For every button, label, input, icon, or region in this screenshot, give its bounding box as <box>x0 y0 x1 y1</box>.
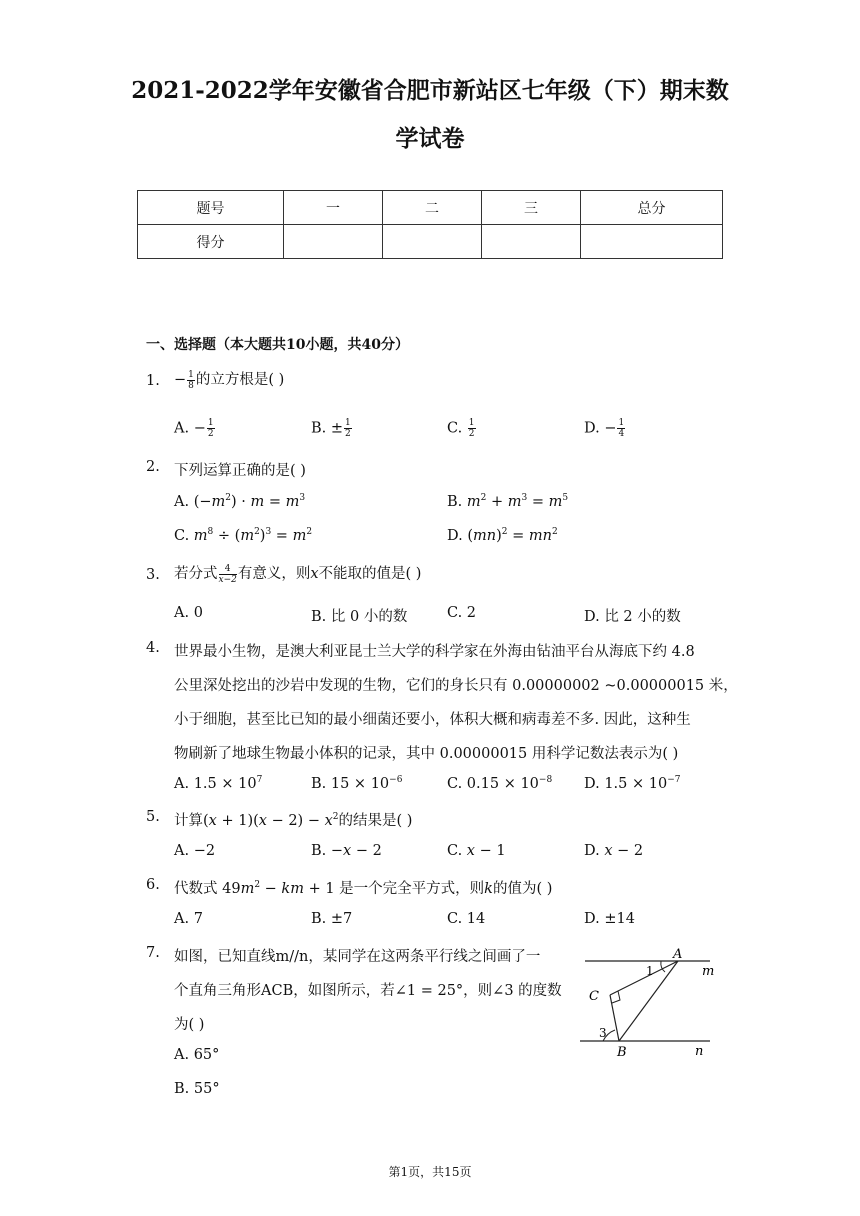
question-4-line: 公里深处挖出的沙岩中发现的生物，它们的身长只有 0.00000002 ~0.00000015 米， <box>174 678 738 694</box>
label-m: m <box>702 964 715 979</box>
segment-ac <box>610 961 678 995</box>
option-d: D. − $\frac{1}{4}$ <box>584 418 625 439</box>
score-cell <box>284 225 383 259</box>
score-cell <box>383 225 482 259</box>
score-cell: 题号 <box>138 191 284 225</box>
option-d: D. 比 2 小的数 <box>584 609 681 625</box>
question-number: 7. <box>146 945 160 961</box>
question-number: 3. <box>146 567 160 583</box>
label-a: A <box>673 947 683 962</box>
score-cell: 一 <box>284 191 383 225</box>
score-table <box>137 190 723 259</box>
question-number: 4. <box>146 640 160 656</box>
label-b: B <box>617 1045 627 1059</box>
question-4-line: 物刷新了地球生物最小体积的记录，其中 0.00000015 用科学记数法表示为( ) <box>174 746 679 762</box>
option-b: B. $15 \times 10^{-6}$ <box>311 775 403 792</box>
option-c: C. 2 <box>447 605 477 621</box>
score-cell: 三 <box>482 191 581 225</box>
option-b: B. $m^2 + m^3 = m^5$ <box>447 493 569 510</box>
option-c: C. $m^8 \div (m^2)^3 = m^2$ <box>174 527 313 544</box>
option-a: A. 65° <box>174 1047 220 1063</box>
option-d: D. x − 2 <box>584 843 644 859</box>
page-footer: 第1页，共15页 <box>388 1165 472 1179</box>
question-3-text: 若分式 $\frac{4}{x-2}$ 有意义，则x不能取的值是( ) <box>174 563 422 585</box>
score-cell: 得分 <box>138 225 284 259</box>
score-table-score-row <box>138 225 723 259</box>
option-a: A. − $\frac{1}{2}$ <box>174 418 214 439</box>
label-angle-1: 1 <box>646 964 654 978</box>
label-angle-3: 3 <box>599 1026 607 1040</box>
question-number: 1. <box>146 373 160 389</box>
fraction: $\frac{1}{8}$ <box>188 369 194 391</box>
score-cell: 二 <box>383 191 482 225</box>
score-cell <box>482 225 581 259</box>
question-number: 2. <box>146 459 160 475</box>
option-a: A. −2 <box>174 843 216 859</box>
question-4-line: 小于细胞，甚至比已知的最小细菌还要小，体积大概和病毒差不多. 因此，这种生 <box>174 712 691 728</box>
option-d: D. $1.5 \times 10^{-7}$ <box>584 775 681 792</box>
option-a: A. 0 <box>174 605 203 621</box>
option-d: D. $(mn)^2 = mn^2$ <box>447 527 558 544</box>
question-2-text: 下列运算正确的是( ) <box>174 463 306 479</box>
option-b: B. 55° <box>174 1081 220 1097</box>
question-5-text: 计算$(x + 1)(x - 2) - x^2$的结果是( ) <box>174 812 413 829</box>
option-c: C. $0.15 \times 10^{-8}$ <box>447 775 553 792</box>
option-d: D. ±14 <box>584 911 635 927</box>
option-b: B. ±7 <box>311 911 353 927</box>
question-7-line: 如图，已知直线m//n，某同学在这两条平行线之间画了一 <box>174 949 541 965</box>
option-c: C. x − 1 <box>447 843 506 859</box>
label-c: C <box>589 989 599 1004</box>
question-7-line: 为( ) <box>174 1017 205 1033</box>
option-a: A. $1.5 \times 10^7$ <box>174 775 263 792</box>
score-table-header-row <box>138 191 723 225</box>
question-number: 6. <box>146 877 160 893</box>
score-cell <box>581 225 723 259</box>
option-a: A. 7 <box>174 911 203 927</box>
option-b: B. ± $\frac{1}{2}$ <box>311 418 351 439</box>
question-6-text: 代数式 $49m^2$ − km + 1 是一个完全平方式，则k的值为( ) <box>174 880 553 897</box>
question-7-line: 个直角三角形ACB，如图所示，若∠1 = 25°，则∠3 的度数 <box>174 983 562 999</box>
section-heading: 一、选择题（本大题共10小题，共40分） <box>146 337 409 353</box>
option-c: C. $\frac{1}{2}$ <box>447 418 475 439</box>
question-number: 5. <box>146 809 160 825</box>
question-1-text: − $\frac{1}{8}$ 的立方根是( ) <box>174 369 285 391</box>
title-line-2: 学试卷 <box>395 125 465 152</box>
score-cell: 总分 <box>581 191 723 225</box>
title-line-1: 2021-2022学年安徽省合肥市新站区七年级（下）期末数 <box>131 77 729 104</box>
label-n: n <box>695 1044 704 1059</box>
geometry-figure <box>575 944 715 1059</box>
option-b: B. −x − 2 <box>311 843 382 859</box>
angle-1-arc <box>661 961 665 972</box>
option-a: A. $(-m^2) \cdot m = m^3$ <box>174 493 306 510</box>
question-4-line: 世界最小生物，是澳大利亚昆士兰大学的科学家在外海由钻油平台从海底下约 4.8 <box>174 644 695 660</box>
option-c: C. 14 <box>447 911 486 927</box>
option-b: B. 比 0 小的数 <box>311 609 408 625</box>
